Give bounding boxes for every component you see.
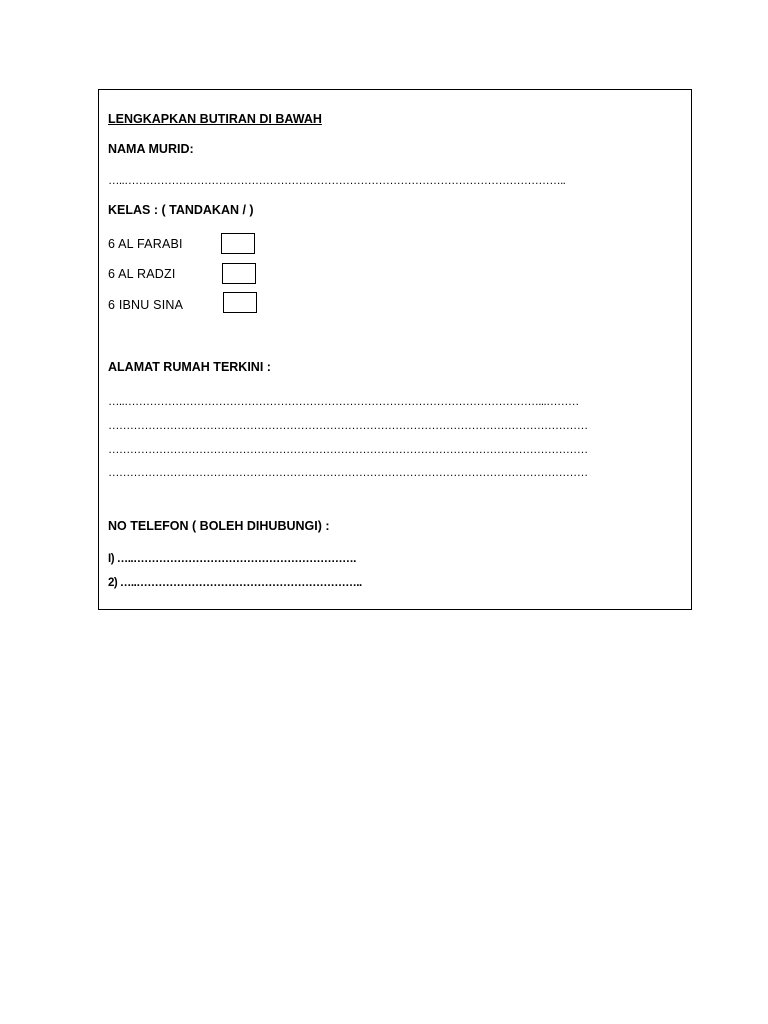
phone-label: NO TELEFON ( BOLEH DIHUBUNGI) : <box>108 519 330 533</box>
class-label: KELAS : ( TANDAKAN / ) <box>108 203 254 217</box>
student-details-form <box>98 89 692 610</box>
phone-line-1[interactable]: I) …..……………………………………………………. <box>108 553 356 565</box>
address-line[interactable]: …………………………………………………………………………………………………………………… <box>108 420 588 432</box>
class-option-al-radzi-label: 6 AL RADZI <box>108 267 176 281</box>
class-option-al-radzi-checkbox[interactable] <box>222 263 256 284</box>
address-line[interactable]: …………………………………………………………………………………………………………………… <box>108 444 588 456</box>
student-name-label: NAMA MURID: <box>108 142 194 156</box>
class-option-ibnu-sina-checkbox[interactable] <box>223 292 257 313</box>
form-heading: LENGKAPKAN BUTIRAN DI BAWAH <box>108 112 322 126</box>
student-name-line[interactable]: …..………………………………………………………………………………………………………….. <box>108 175 566 187</box>
class-option-ibnu-sina-label: 6 IBNU SINA <box>108 298 184 312</box>
address-line[interactable]: …..……………………………………………………………………………………………………...……… <box>108 396 579 408</box>
class-option-al-farabi-label: 6 AL FARABI <box>108 237 183 251</box>
class-option-al-farabi-checkbox[interactable] <box>221 233 255 254</box>
address-label: ALAMAT RUMAH TERKINI : <box>108 360 271 374</box>
address-line[interactable]: …………………………………………………………………………………………………………………… <box>108 467 588 479</box>
phone-line-2[interactable]: 2) …..…………………………………………………….. <box>108 577 362 589</box>
